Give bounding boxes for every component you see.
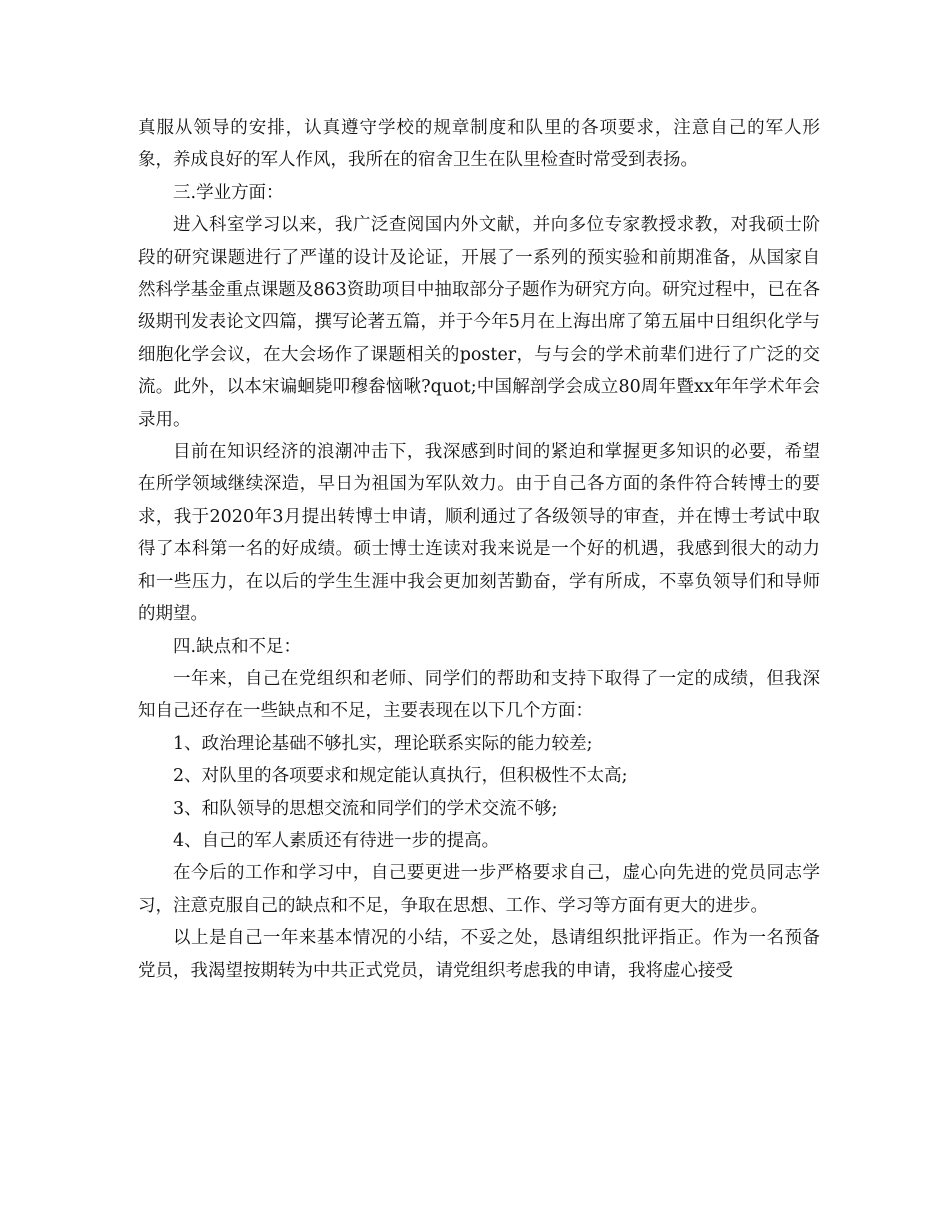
heading-shortcomings: 四.缺点和不足： — [173, 636, 302, 657]
heading-academic: 三.学业方面： — [173, 182, 284, 203]
paragraph-academic-research: 进入科室学习以来，我广泛查阅国内外文献，并向多位专家教授求教，对我硕士阶段的研究课题进行了严谨的设计及论证，开展了一系列的预实验和前期准备，从国家自然科学基金重点课题及863资助项目中抽取部分子题作为研究方向。研究过程中，已在各级期刊发表论文四篇，撰写论著五篇，并于今年5月在上海出席了第五届中日组织化学与细胞化学会议，在大会场作了课题相关的poster，与与会的学术前辈们进行了广泛的交流。此外，以本宋谝蛔毙叩穆畚恼啾?quot;中国解剖学会成立80周年暨xx年年学术年会录用。 — [138, 215, 820, 430]
list-item-2: 2、对队里的各项要求和规定能认真执行，但积极性不太高; — [173, 766, 628, 787]
paragraph-conclusion: 以上是自己一年来基本情况的小结，不妥之处，恳请组织批评指正。作为一名预备党员，我渴望按期转为中共正式党员，请党组织考虑我的申请，我将虚心接受 — [138, 928, 820, 981]
paragraph-doctoral-plan: 目前在知识经济的浪潮冲击下，我深感到时间的紧迫和掌握更多知识的必要，希望在所学领域继续深造，早日为祖国为军队效力。由于自己各方面的条件符合转博士的要求，我于2020年3月提出转博士申请，顺利通过了各级领导的审查，并在博士考试中取得了本科第一名的好成绩。硕士博士连读对我来说是一个好的机遇，我感到很大的动力和一些压力，在以后的学生生涯中我会更加刻苦勤奋，学有所成，不辜负领导们和导师的期望。 — [138, 442, 820, 625]
list-item-3: 3、和队领导的思想交流和同学们的学术交流不够; — [173, 798, 558, 819]
document-body — [138, 112, 820, 987]
list-item-4: 4、自己的军人素质还有待进一步的提高。 — [173, 830, 500, 851]
paragraph-future-work: 在今后的工作和学习中，自己要更进一步严格要求自己，虚心向先进的党员同志学习，注意克服自己的缺点和不足，争取在思想、工作、学习等方面有更大的进步。 — [138, 863, 820, 916]
list-item-1: 1、政治理论基础不够扎实，理论联系实际的能力较差; — [173, 733, 593, 754]
paragraph-shortcomings-intro: 一年来，自己在党组织和老师、同学们的帮助和支持下取得了一定的成绩，但我深知自己还存在一些缺点和不足，主要表现在以下几个方面： — [138, 668, 820, 722]
paragraph-1: 真服从领导的安排，认真遵守学校的规章制度和队里的各项要求，注意自己的军人形象，养成良好的军人作风，我所在的宿舍卫生在队里检查时常受到表扬。 — [138, 118, 820, 171]
